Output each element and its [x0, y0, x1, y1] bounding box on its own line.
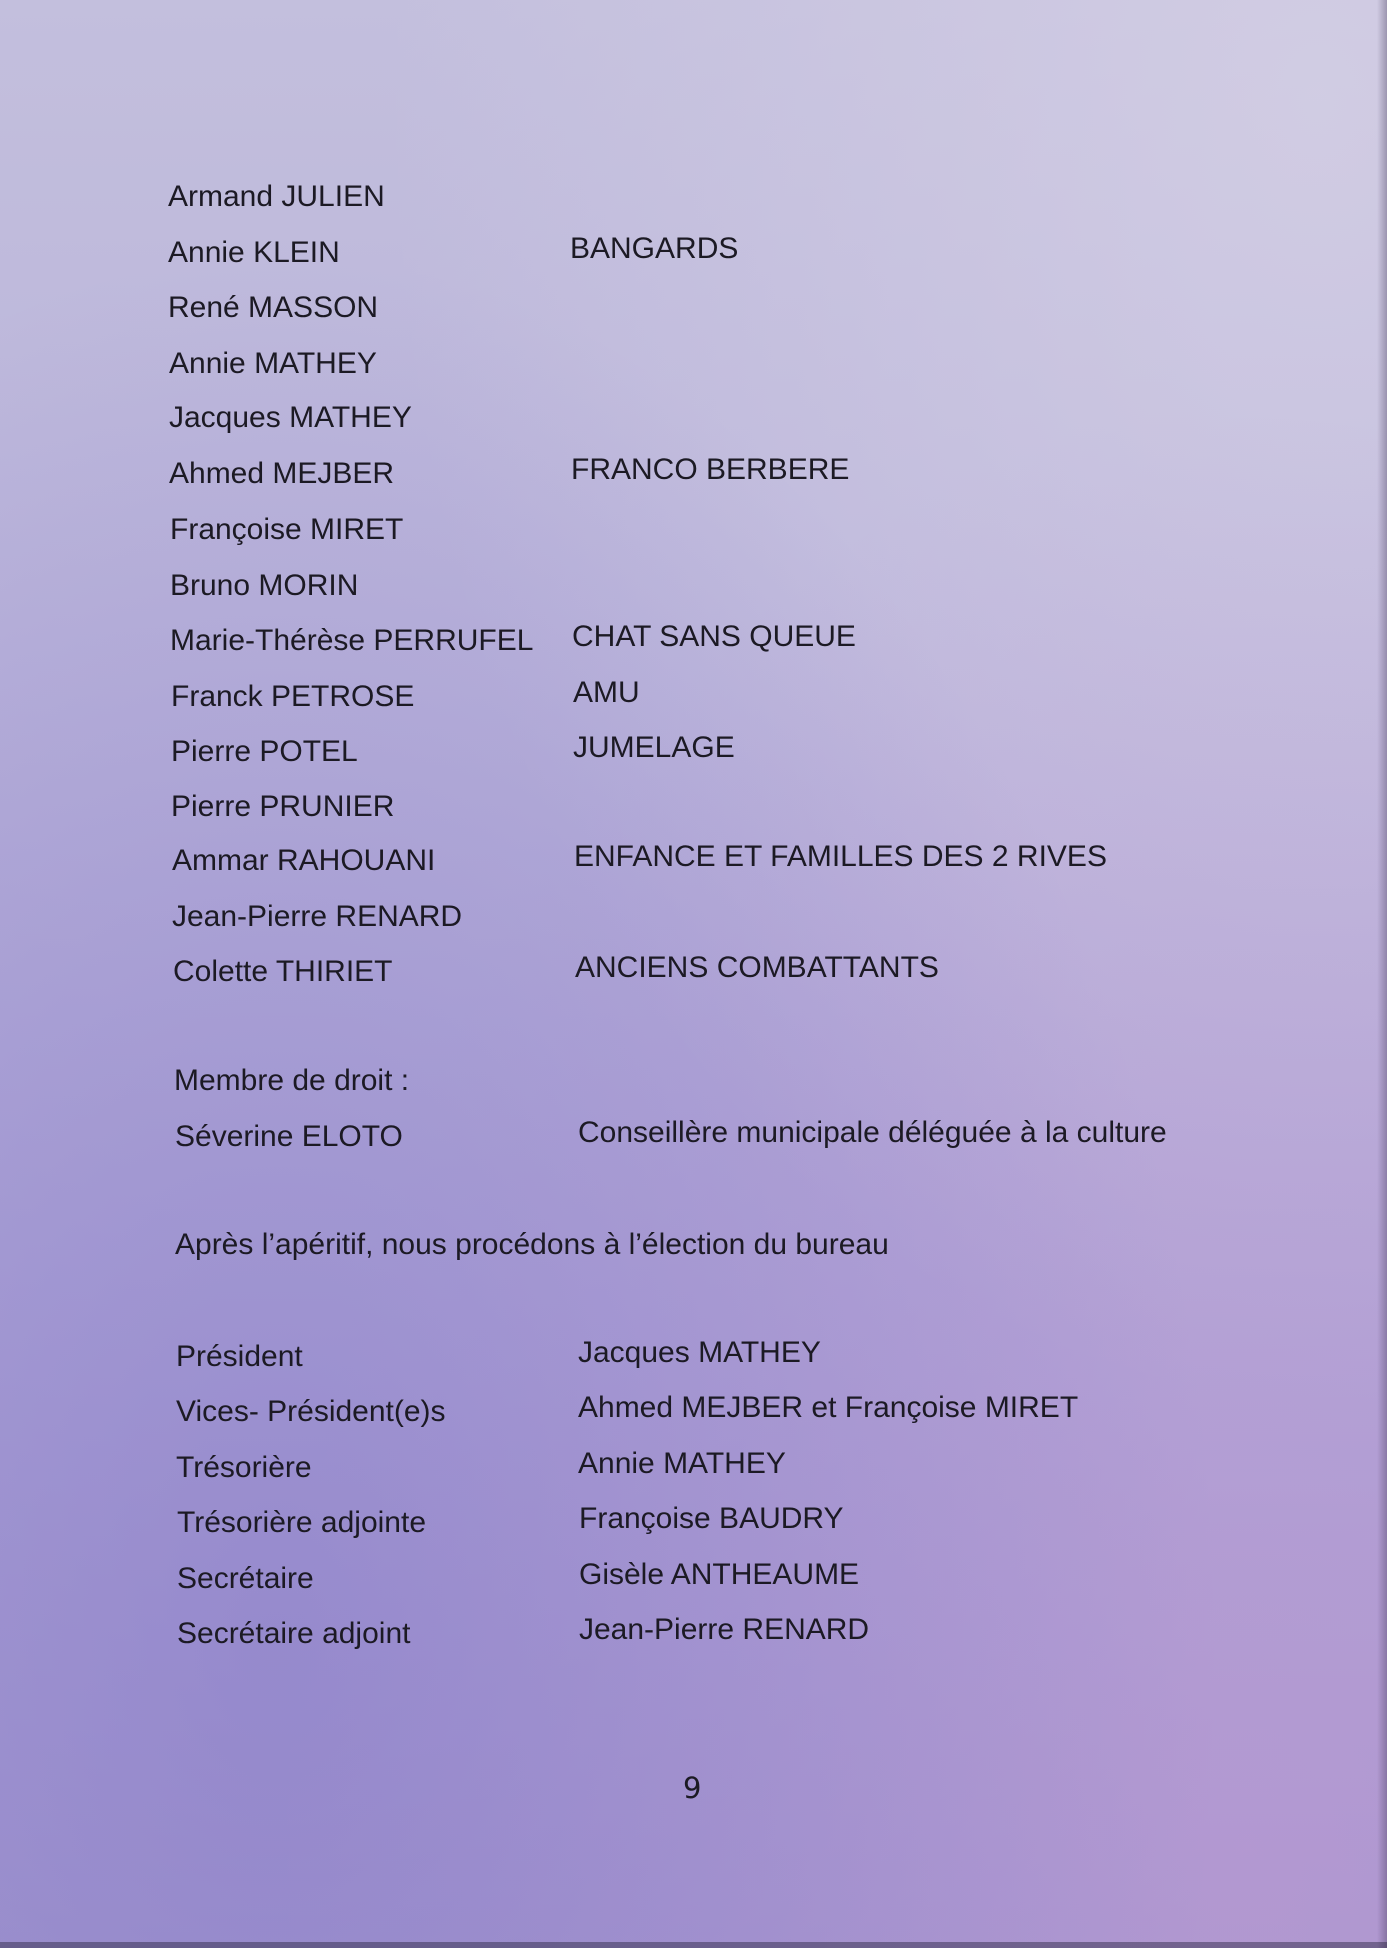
member-association: AMU: [573, 676, 640, 709]
bureau-role: Trésorière: [176, 1451, 312, 1484]
bureau-row: [177, 1559, 1277, 1599]
page-edge-shadow: [1377, 0, 1387, 1948]
bureau-role: Trésorière adjointe: [177, 1506, 427, 1539]
bureau-row: [176, 1337, 1276, 1377]
membre-de-droit-row: [175, 1117, 1275, 1157]
member-row: [171, 732, 1271, 772]
bureau-row: [177, 1503, 1277, 1543]
bureau-row: [176, 1448, 1276, 1488]
bureau-row: [177, 1614, 1277, 1654]
bureau-holder: Gisèle ANTHEAUME: [579, 1558, 860, 1591]
membre-de-droit-heading: Membre de droit :: [174, 1064, 410, 1097]
member-row: [170, 510, 1270, 550]
bureau-holder: Jacques MATHEY: [578, 1336, 821, 1369]
member-row: [168, 177, 1268, 217]
member-row: [172, 841, 1272, 881]
bureau-holder: Françoise BAUDRY: [579, 1502, 844, 1535]
member-name: Bruno MORIN: [170, 569, 359, 602]
member-name: Annie KLEIN: [168, 236, 340, 269]
member-association: FRANCO BERBERE: [571, 453, 850, 486]
member-name: Franck PETROSE: [171, 680, 415, 713]
bureau-holder: Annie MATHEY: [578, 1447, 786, 1480]
membre-de-droit-role: Conseillère municipale déléguée à la culture: [578, 1116, 1167, 1149]
bureau-row: [176, 1392, 1276, 1432]
member-association: BANGARDS: [570, 232, 739, 265]
member-association: JUMELAGE: [573, 731, 735, 764]
member-name: Jacques MATHEY: [169, 401, 412, 434]
bureau-holder: Ahmed MEJBER et Françoise MIRET: [578, 1391, 1079, 1424]
member-name: Colette THIRIET: [173, 955, 393, 988]
member-name: Annie MATHEY: [169, 347, 377, 380]
member-row: [168, 288, 1268, 328]
member-name: Françoise MIRET: [170, 513, 404, 546]
member-row: [172, 897, 1272, 937]
member-association: CHAT SANS QUEUE: [572, 620, 856, 653]
member-name: Ammar RAHOUANI: [172, 844, 436, 877]
member-name: Pierre POTEL: [171, 735, 358, 768]
member-name: Jean-Pierre RENARD: [172, 900, 463, 933]
membre-de-droit-name: Séverine ELOTO: [175, 1120, 403, 1153]
member-row: [171, 677, 1271, 717]
page-bottom-edge: [0, 1942, 1387, 1948]
member-name: Pierre PRUNIER: [171, 790, 395, 823]
member-row: [169, 454, 1269, 494]
member-row: [170, 566, 1270, 606]
member-name: René MASSON: [168, 291, 379, 324]
bureau-role: Vices- Président(e)s: [176, 1395, 446, 1428]
member-row: [170, 621, 1270, 661]
member-row: [173, 952, 1273, 992]
member-row: [169, 398, 1269, 438]
member-name: Marie-Thérèse PERRUFEL: [170, 624, 534, 657]
bureau-role: Secrétaire adjoint: [177, 1617, 411, 1650]
bureau-role: Président: [176, 1340, 303, 1373]
member-association: ENFANCE ET FAMILLES DES 2 RIVES: [574, 840, 1107, 873]
member-name: Ahmed MEJBER: [169, 457, 395, 490]
page-number: 9: [683, 1771, 702, 1805]
bureau-holder: Jean-Pierre RENARD: [579, 1613, 870, 1646]
member-row: [168, 233, 1268, 273]
member-name: Armand JULIEN: [168, 180, 385, 213]
member-row: [171, 787, 1271, 827]
election-sentence: Après l’apéritif, nous procédons à l’élection du bureau: [175, 1228, 889, 1261]
member-row: [169, 344, 1269, 384]
member-association: ANCIENS COMBATTANTS: [575, 951, 939, 984]
bureau-role: Secrétaire: [177, 1562, 314, 1595]
